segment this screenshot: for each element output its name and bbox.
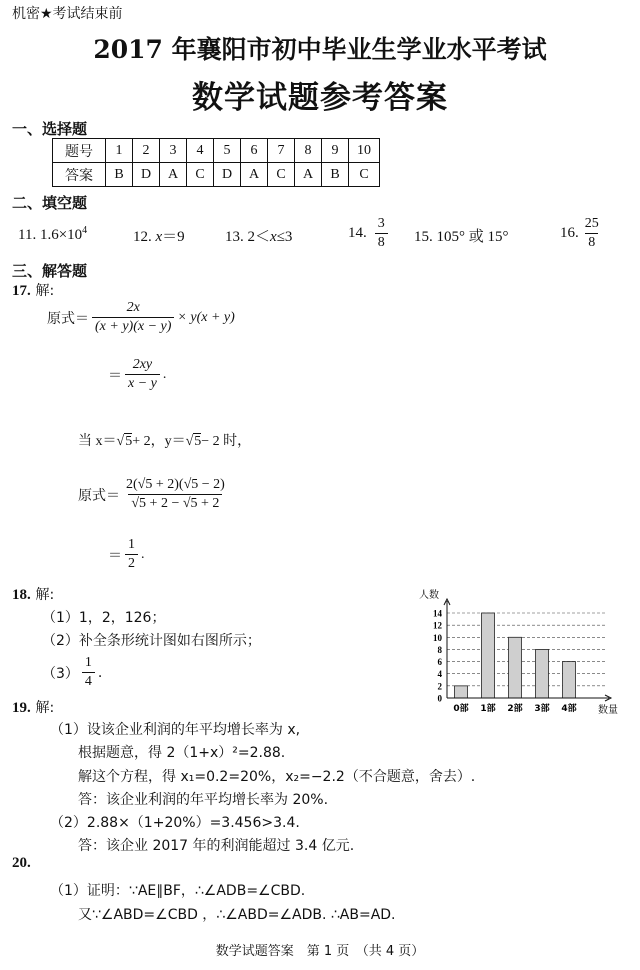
q19-line5: （2）2.88×（1+20%）=3.456>3.4.	[50, 815, 300, 831]
q18-label: 解:	[35, 587, 55, 603]
fraction-denominator: 8	[585, 233, 598, 251]
fraction-denominator: (x + y)(x − y)	[92, 317, 174, 335]
answer-11	[18, 225, 87, 244]
table-cell: 答案	[53, 163, 106, 187]
q20-line1: （1）证明：∵AE∥BF，∴∠ADB=∠CBD.	[50, 883, 306, 899]
q17-line2-eq: ＝	[108, 368, 122, 384]
sqrt-radicand: 5	[125, 434, 133, 449]
q19-number: 19.	[12, 700, 31, 716]
table-cell: 9	[322, 139, 349, 163]
q19-line6: 答：该企业 2017 年的利润能超过 3.4 亿元.	[78, 838, 355, 854]
answer-title: 数学试题参考答案	[192, 80, 448, 116]
q17-line3: 当 x＝√5+ 2，y＝√5− 2 时，	[78, 434, 252, 449]
answer-13	[225, 225, 292, 246]
exam-title: 2017 年襄阳市初中毕业生学业水平考试	[93, 35, 547, 64]
section-heading-choice: 一、选择题	[12, 120, 88, 138]
y-axis-label: 人数	[419, 590, 439, 601]
x-tick-label: 1部	[480, 704, 496, 714]
q17-line5	[108, 537, 145, 572]
sqrt-radicand: 5	[194, 434, 202, 449]
section-heading-solve: 三、解答题	[12, 262, 88, 280]
table-cell: C	[187, 163, 214, 187]
y-tick-label: 14	[433, 608, 442, 619]
bar-chart	[405, 585, 630, 715]
table-cell: 6	[241, 139, 268, 163]
q19-header	[12, 697, 54, 717]
answer-13-var: x	[270, 229, 277, 245]
fraction-denominator: x − y	[125, 374, 160, 392]
q19-line3: 解这个方程，得 x₁=0.2=20%，x₂=−2.2（不合题意，舍去）.	[78, 769, 476, 785]
table-cell: 5	[214, 139, 241, 163]
table-cell: A	[295, 163, 322, 187]
answer-14	[348, 216, 391, 251]
answer-12-num: 12.	[133, 229, 152, 245]
answer-14-num: 14.	[348, 225, 367, 241]
q17-header	[12, 280, 54, 300]
table-cell: B	[322, 163, 349, 187]
x-tick-label: 4部	[561, 704, 577, 714]
x-tick-label: 0部	[453, 704, 469, 714]
answer-15: 15. 105° 或 15°	[414, 229, 509, 245]
q17-line1	[47, 300, 235, 335]
table-row	[53, 139, 380, 163]
table-cell: D	[214, 163, 241, 187]
table-cell: 10	[349, 139, 380, 163]
q17-line1-tail: × y(x + y)	[177, 309, 235, 325]
answer-13-rest: ≤3	[276, 229, 293, 245]
q17-line3-e: − 2 时，	[201, 434, 252, 449]
y-tick-label: 8	[437, 644, 442, 655]
table-cell: 3	[160, 139, 187, 163]
choice-answer-table	[52, 138, 380, 187]
answer-11-exponent: 4	[82, 225, 88, 236]
y-tick-label: 4	[437, 669, 442, 680]
q17-line5-tail: .	[141, 546, 145, 562]
q17-line2-tail: .	[162, 366, 167, 382]
x-tick-label: 3部	[534, 704, 550, 714]
bar-1部	[482, 613, 495, 698]
bar-3部	[536, 649, 549, 698]
q20-number: 20.	[12, 855, 31, 871]
q17-line4-prefix: 原式＝	[78, 487, 120, 504]
table-cell: C	[349, 163, 380, 187]
table-cell: 题号	[53, 139, 106, 163]
q17-line2	[108, 357, 166, 392]
fraction-numerator: 3	[377, 216, 385, 231]
table-cell: A	[241, 163, 268, 187]
fraction-numerator: 1	[84, 655, 92, 670]
table-cell: 1	[106, 139, 133, 163]
answer-11-text: 11. 1.6×10	[18, 227, 83, 243]
table-cell: C	[268, 163, 295, 187]
section-heading-fill: 二、填空题	[12, 194, 88, 212]
table-cell: A	[160, 163, 187, 187]
q19-line1: （1）设该企业利润的年平均增长率为 x,	[50, 722, 301, 738]
q17-line5-eq: ＝	[108, 548, 122, 564]
q20-line2: 又∵∠ABD=∠CBD ，∴∠ABD=∠ADB. ∴AB=AD.	[78, 907, 396, 923]
fraction-denominator: 4	[82, 672, 95, 690]
fraction-denominator: 8	[375, 233, 388, 251]
fraction-denominator: 2	[125, 554, 138, 572]
table-cell: B	[106, 163, 133, 187]
x-tick-label: 2部	[507, 704, 523, 714]
bar-4部	[563, 662, 576, 698]
table-cell: D	[133, 163, 160, 187]
bar-2部	[509, 637, 522, 698]
q18-header	[12, 584, 54, 604]
table-cell: 2	[133, 139, 160, 163]
q17-line3-c: + 2，y＝	[132, 434, 186, 449]
q18-part1: （1）1，2，126；	[42, 610, 166, 626]
q19-label: 解:	[35, 700, 55, 716]
answer-16	[560, 216, 605, 251]
fraction-numerator: 2(√5 + 2)(√5 − 2)	[126, 477, 225, 492]
table-cell: 7	[268, 139, 295, 163]
q17-line3-a: 当 x＝	[78, 434, 117, 449]
q17-line4	[78, 477, 231, 512]
y-tick-label: 10	[433, 632, 442, 643]
answer-16-num: 16.	[560, 225, 579, 241]
answer-12-var: x	[155, 229, 163, 245]
table-cell: 4	[187, 139, 214, 163]
answer-12-rest: ＝9	[162, 229, 185, 245]
y-tick-label: 6	[437, 657, 442, 668]
table-row	[53, 163, 380, 187]
y-tick-label: 2	[437, 681, 442, 692]
bar-0部	[455, 686, 468, 698]
q18-number: 18.	[12, 587, 31, 603]
q17-number: 17.	[12, 283, 31, 299]
q18-part3-tail: .	[97, 664, 103, 681]
y-tick-label: 0	[437, 693, 442, 704]
fraction-denominator: √5 + 2 − √5 + 2	[128, 494, 222, 512]
fraction-numerator: 1	[128, 537, 135, 552]
confidential-label: 机密★考试结束前	[12, 6, 123, 22]
q19-line2: 根据题意，得 2（1+x）²=2.88.	[78, 745, 286, 761]
q18-part3	[42, 655, 102, 690]
x-axis-label: 数量	[598, 705, 618, 715]
answer-12	[133, 225, 185, 246]
fraction-numerator: 2x	[126, 300, 140, 315]
q19-line4: 答：该企业利润的年平均增长率为 20%.	[78, 792, 329, 808]
q18-part2: （2）补全条形统计图如右图所示；	[42, 633, 261, 649]
q17-label: 解:	[35, 283, 55, 299]
page-footer: 数学试题答案 第 1 页 （共 4 页）	[215, 944, 425, 959]
q18-part3-label: （3）	[42, 665, 79, 682]
table-cell: 8	[295, 139, 322, 163]
fraction-numerator: 2xy	[132, 357, 153, 372]
y-tick-label: 12	[433, 620, 442, 631]
q17-line1-prefix: 原式＝	[47, 310, 89, 327]
answer-13-num: 13. 2＜	[225, 229, 271, 245]
fraction-numerator: 25	[584, 216, 599, 231]
